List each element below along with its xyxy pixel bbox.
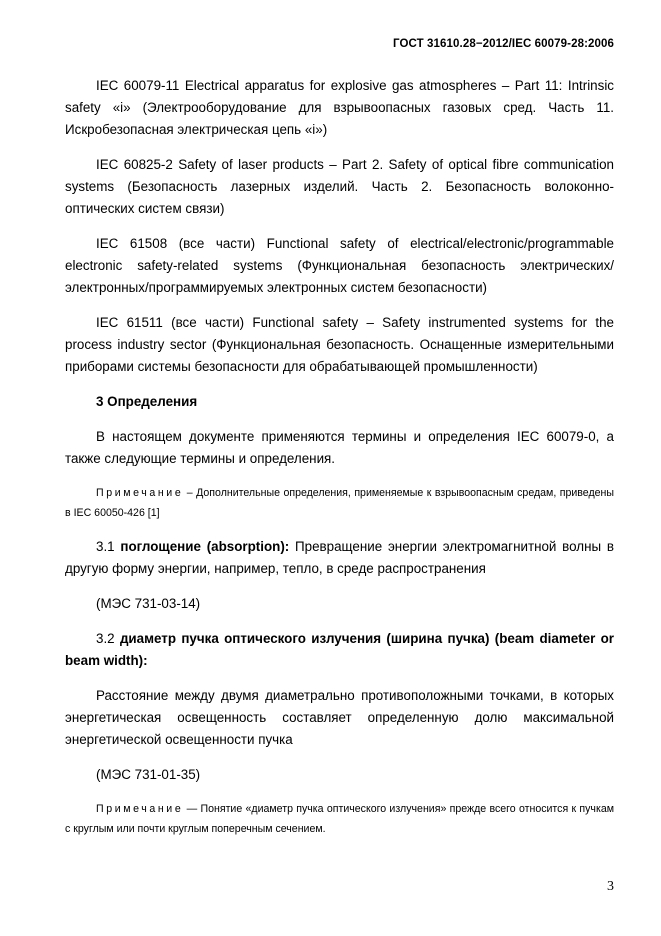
term-3-1 — [65, 536, 614, 580]
note-1 — [65, 483, 614, 523]
term-3-2-definition: Расстояние между двумя диаметрально противоположными точками, в которых энергетическая освещенность составляет определенную долю максимальной энергетической освещенности пучка — [65, 688, 614, 747]
page-content — [65, 75, 614, 852]
term-name: поглощение (absorption): — [120, 539, 290, 554]
note-text: – Дополнительные определения, применяемые к взрывоопасным средам, приведены в IEC 60050-426 [1] — [65, 487, 614, 519]
term-number: 3.1 — [96, 539, 121, 554]
note-label: Примечание — [96, 803, 184, 815]
section-heading: 3 Определения — [96, 394, 198, 409]
reference-iec-61511: IEC 61511 (все части) Functional safety – Safety instrumented systems for the process industry sector (Функциональная безопасность. Оснащенные измерительными приборами системы безопасности для обрабатывающей промышленности) — [65, 315, 614, 374]
note-label: Примечание — [96, 487, 184, 499]
reference-iec-60825-2: IEC 60825-2 Safety of laser products – Part 2. Safety of optical fibre communication systems (Безопасность лазерных изделий. Часть 2. Безопасность волоконно-оптических систем связи) — [65, 157, 614, 216]
reference-iec-61508: IEC 61508 (все части) Functional safety of electrical/electronic/programmable electronic safety-related systems (Функциональная безопасность электрических/электронных/программируемых электронных систем безопасности) — [65, 236, 614, 295]
note-text: — Понятие «диаметр пучка оптического излучения» прежде всего относится к пучкам с круглым или почти круглым поперечным сечением. — [65, 803, 614, 835]
term-definition: Превращение энергии электромагнитной волны в другую форму энергии, например, тепло, в среде распространения — [65, 539, 614, 576]
term-3-2 — [65, 628, 614, 672]
document-header: ГОСТ 31610.28−2012/IEC 60079-28:2006 — [393, 38, 614, 50]
term-3-2-ref: (МЭС 731-01-35) — [96, 767, 201, 782]
reference-iec-60079-11: IEC 60079-11 Electrical apparatus for explosive gas atmospheres – Part 11: Intrinsic safety «i» (Электрооборудование для взрывоопасных газовых сред. Часть 11. Искробезопасная электрическая цепь «i») — [65, 78, 614, 137]
term-name: диаметр пучка оптического излучения (ширина пучка) (beam diameter or beam width): — [65, 631, 615, 668]
section-intro: В настоящем документе применяются термины и определения IEC 60079-0, а также следующие термины и определения. — [65, 429, 614, 466]
page-number: 3 — [607, 879, 614, 894]
note-2 — [65, 799, 614, 839]
term-number: 3.2 — [96, 631, 120, 646]
term-3-1-ref: (МЭС 731-03-14) — [96, 596, 201, 611]
